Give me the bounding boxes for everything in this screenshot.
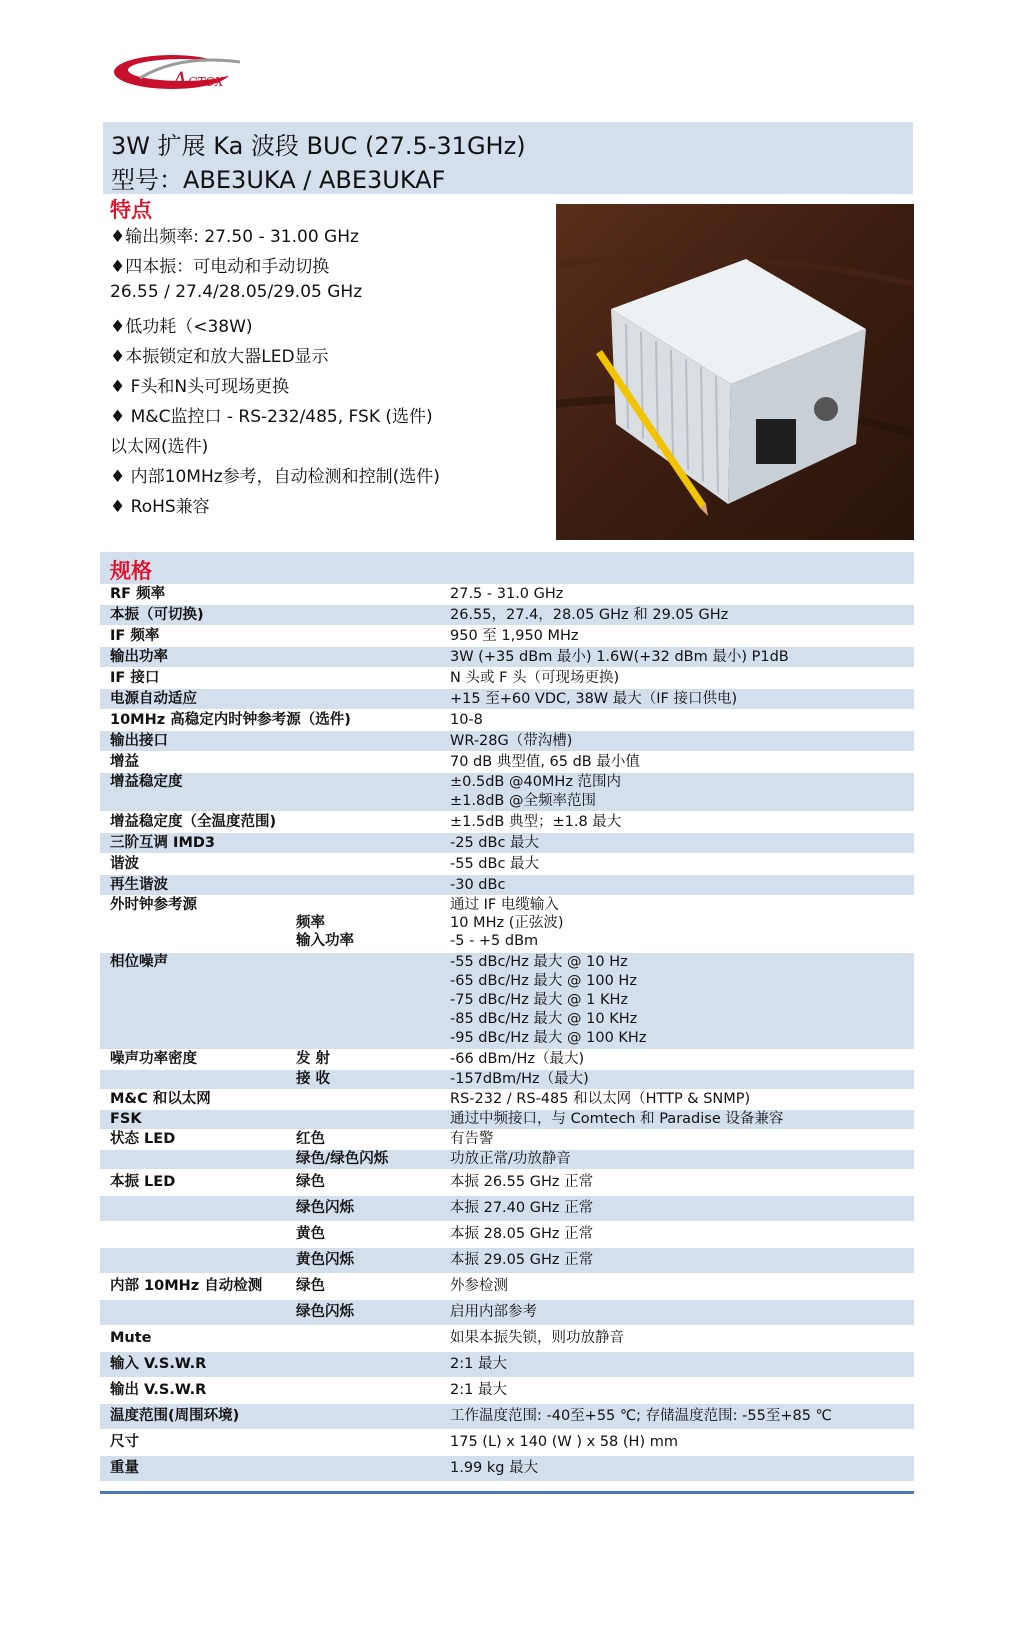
product-title: 3W 扩展 Ka 波段 BUC (27.5-31GHz) [111, 132, 526, 160]
spec-row [100, 647, 914, 667]
spec-label: 内部 10MHz 自动检测 [110, 1278, 263, 1294]
spec-row [100, 1130, 914, 1149]
spec-row [100, 1050, 914, 1069]
spec-label: 相位噪声 [110, 954, 168, 970]
product-photo [556, 204, 914, 540]
feature-item: 26.55 / 27.4/28.05/29.05 GHz [110, 282, 363, 302]
spec-label: 输出功率 [110, 649, 168, 665]
spec-row [100, 731, 914, 751]
spec-value: -30 dBc [450, 877, 506, 893]
feature-item: ♦ 内部10MHz参考，自动检测和控制(选件) [110, 467, 440, 487]
spec-row [100, 1326, 914, 1351]
spec-label: 噪声功率密度 [110, 1051, 197, 1067]
spec-value: 通过中频接口，与 Comtech 和 Paradise 设备兼容 [450, 1111, 784, 1127]
spec-value: 26.55，27.4，28.05 GHz 和 29.05 GHz [450, 607, 729, 623]
svg-text:A: A [172, 69, 188, 94]
product-header [103, 122, 913, 194]
spec-sublabel: 绿色/绿色闪烁 [296, 1151, 389, 1167]
spec-row [100, 1070, 914, 1089]
svg-text:CTOX: CTOX [188, 75, 224, 89]
spec-label: 本振（可切换) [110, 607, 204, 623]
spec-row [100, 1404, 914, 1429]
spec-value: 本振 26.55 GHz 正常 [450, 1174, 594, 1190]
spec-value: 启用内部参考 [450, 1304, 537, 1320]
spec-value: 本振 28.05 GHz 正常 [450, 1226, 594, 1242]
spec-value: 27.5 - 31.0 GHz [450, 586, 564, 602]
spec-row [100, 1378, 914, 1403]
spec-value: 950 至 1,950 MHz [450, 628, 579, 644]
spec-value: 3W (+35 dBm 最小) 1.6W(+32 dBm 最小) P1dB [450, 649, 789, 665]
spec-value: 1.99 kg 最大 [450, 1460, 539, 1476]
spec-value: -65 dBc/Hz 最大 @ 100 Hz [450, 973, 637, 989]
feature-item: ♦低功耗（<38W) [110, 317, 253, 337]
feature-item: ♦四本振：可电动和手动切换 [110, 257, 330, 277]
spec-value: 本振 29.05 GHz 正常 [450, 1252, 594, 1268]
spec-value: -75 dBc/Hz 最大 @ 1 KHz [450, 992, 629, 1008]
spec-value: ±1.8dB @全频率范围 [450, 793, 596, 809]
spec-value: RS-232 / RS-485 和以太网（HTTP & SNMP) [450, 1091, 751, 1107]
feature-item: 以太网(选件) [110, 437, 209, 457]
spec-value: -85 dBc/Hz 最大 @ 10 KHz [450, 1011, 638, 1027]
spec-footer-rule [100, 1491, 914, 1494]
spec-row [100, 626, 914, 646]
spec-label: 电源自动适应 [110, 691, 197, 707]
spec-label: M&C 和以太网 [110, 1091, 211, 1107]
spec-label: 输入 V.S.W.R [110, 1356, 207, 1372]
spec-row [100, 1170, 914, 1195]
spec-sublabel: 绿色闪烁 [296, 1304, 354, 1320]
spec-row [100, 752, 914, 772]
spec-row [100, 833, 914, 853]
spec-value: 70 dB 典型值, 65 dB 最小值 [450, 754, 640, 770]
spec-value: 2:1 最大 [450, 1356, 507, 1372]
spec-value: ±1.5dB 典型；±1.8 最大 [450, 814, 622, 830]
spec-label: 外时钟参考源 [110, 897, 197, 913]
spec-value: N 头或 F 头（可现场更换) [450, 670, 620, 686]
spec-label: 增益 [110, 754, 139, 770]
spec-row [100, 1110, 914, 1129]
spec-label: 温度范围(周围环境) [110, 1408, 240, 1424]
spec-row [100, 710, 914, 730]
feature-item: ♦本振锁定和放大器LED显示 [110, 347, 329, 367]
spec-value: -55 dBc/Hz 最大 @ 10 Hz [450, 954, 628, 970]
spec-label: 再生谐波 [110, 877, 168, 893]
spec-label: Mute [110, 1330, 152, 1346]
spec-sublabel: 发 射 [296, 1051, 331, 1067]
spec-value: 本振 27.40 GHz 正常 [450, 1200, 594, 1216]
spec-label: 增益稳定度 [110, 774, 183, 790]
spec-row [100, 953, 914, 1049]
spec-label: IF 接口 [110, 670, 160, 686]
spec-value: -5 - +5 dBm [450, 933, 539, 949]
spec-value: 175 (L) x 140 (W ) x 58 (H) mm [450, 1434, 678, 1450]
feature-item: ♦ M&C监控口 - RS-232/485, FSK (选件) [110, 407, 433, 427]
spec-value: 功放正常/功放静音 [450, 1151, 571, 1167]
spec-value: -25 dBc 最大 [450, 835, 540, 851]
spec-label: 三阶互调 IMD3 [110, 835, 215, 851]
spec-label: 重量 [110, 1460, 139, 1476]
feature-item: ♦ F头和N头可现场更换 [110, 377, 290, 397]
spec-row [100, 875, 914, 895]
spec-row [100, 584, 914, 604]
spec-row [100, 689, 914, 709]
spec-row [100, 1222, 914, 1247]
product-model: 型号：ABE3UKA / ABE3UKAF [111, 166, 446, 194]
spec-value: -66 dBm/Hz（最大) [450, 1051, 585, 1067]
spec-sublabel: 红色 [296, 1131, 325, 1147]
spec-label: IF 频率 [110, 628, 160, 644]
features-heading: 特点 [110, 198, 152, 222]
spec-row [100, 1248, 914, 1273]
spec-sublabel: 黄色 [296, 1226, 325, 1242]
spec-sublabel: 接 收 [296, 1071, 331, 1087]
spec-row [100, 1150, 914, 1169]
spec-sublabel: 频率 [296, 915, 325, 931]
spec-value: 10-8 [450, 712, 483, 728]
specs-heading: 规格 [110, 559, 152, 583]
spec-label: 尺寸 [110, 1434, 139, 1450]
spec-value: 通过 IF 电缆输入 [450, 897, 559, 913]
spec-value: -157dBm/Hz（最大) [450, 1071, 589, 1087]
spec-value: 10 MHz (正弦波) [450, 915, 564, 931]
spec-row [100, 1456, 914, 1481]
feature-item: ♦输出频率: 27.50 - 31.00 GHz [110, 227, 359, 247]
spec-value: +15 至+60 VDC, 38W 最大（IF 接口供电) [450, 691, 738, 707]
spec-value: 工作温度范围: -40至+55 ℃; 存储温度范围: -55至+85 ℃ [450, 1408, 832, 1424]
spec-label: 增益稳定度（全温度范围) [110, 814, 277, 830]
spec-label: 输出 V.S.W.R [110, 1382, 207, 1398]
spec-row [100, 1196, 914, 1221]
spec-sublabel: 绿色 [296, 1174, 325, 1190]
spec-sublabel: 黄色闪烁 [296, 1252, 354, 1268]
spec-sublabel: 绿色闪烁 [296, 1200, 354, 1216]
spec-row [100, 668, 914, 688]
spec-row [100, 1430, 914, 1455]
spec-row [100, 1352, 914, 1377]
spec-row [100, 854, 914, 874]
spec-row [100, 605, 914, 625]
spec-row [100, 812, 914, 832]
specs-header [100, 552, 914, 584]
spec-value: -55 dBc 最大 [450, 856, 540, 872]
spec-value: WR-28G（带沟槽) [450, 733, 573, 749]
spec-row [100, 773, 914, 811]
spec-value: 有告警 [450, 1131, 494, 1147]
spec-value: ±0.5dB @40MHz 范围内 [450, 774, 622, 790]
spec-label: 谐波 [110, 856, 139, 872]
spec-value: 2:1 最大 [450, 1382, 507, 1398]
spec-label: 输出接口 [110, 733, 168, 749]
spec-value: 如果本振失锁，则功放静音 [450, 1330, 624, 1346]
spec-sublabel: 输入功率 [296, 933, 354, 949]
spec-value: 外参检测 [450, 1278, 508, 1294]
feature-item: ♦ RoHS兼容 [110, 497, 210, 517]
spec-label: RF 频率 [110, 586, 166, 602]
spec-row [100, 1274, 914, 1299]
company-logo [110, 48, 260, 98]
spec-row [100, 1090, 914, 1109]
spec-value: -95 dBc/Hz 最大 @ 100 KHz [450, 1030, 647, 1046]
spec-row [100, 896, 914, 952]
spec-label: 本振 LED [110, 1174, 176, 1190]
spec-sublabel: 绿色 [296, 1278, 325, 1294]
spec-row [100, 1300, 914, 1325]
spec-label: 状态 LED [110, 1131, 176, 1147]
spec-label: 10MHz 高稳定内时钟参考源（选件) [110, 712, 351, 728]
spec-label: FSK [110, 1111, 142, 1127]
